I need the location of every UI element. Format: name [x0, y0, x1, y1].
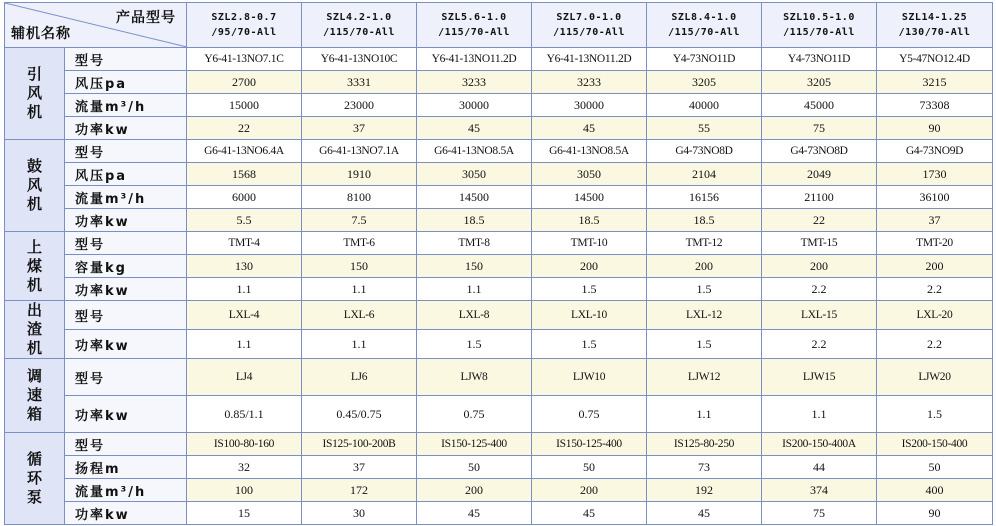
attribute-label: 型号 — [65, 359, 187, 396]
table-cell: G4-73NO9D — [877, 140, 993, 163]
table-cell: 50 — [532, 456, 647, 479]
group-label-cell — [5, 433, 65, 525]
table-cell: G4-73NO8D — [762, 140, 877, 163]
table-cell: 73308 — [877, 94, 993, 117]
model-line-1: SZL2.8-0.7 — [211, 12, 277, 23]
table-cell: 1.1 — [417, 278, 532, 301]
group-label-char: 机 — [26, 275, 42, 294]
group-label-char: 出 — [26, 301, 42, 319]
table-cell: 0.75 — [417, 396, 532, 433]
table-cell: IS200-150-400 — [877, 433, 993, 456]
attribute-label: 功率kw — [65, 502, 187, 525]
table-cell: 7.5 — [302, 209, 417, 232]
attribute-label: 功率kw — [65, 117, 187, 140]
table-cell: TMT-15 — [762, 232, 877, 255]
table-row — [5, 186, 993, 209]
table-row — [5, 278, 993, 301]
table-cell: 3233 — [417, 71, 532, 94]
table-cell: 50 — [877, 456, 993, 479]
table-cell: 23000 — [302, 94, 417, 117]
table-cell: 200 — [762, 255, 877, 278]
table-row — [5, 330, 993, 359]
model-line-1: SZL8.4-1.0 — [671, 12, 737, 23]
attribute-label: 风压pa — [65, 163, 187, 186]
column-header-4 — [532, 3, 647, 48]
table-cell: 0.75 — [532, 396, 647, 433]
table-cell: 14500 — [417, 186, 532, 209]
group-label-char: 煤 — [26, 256, 42, 275]
table-cell: 32 — [187, 456, 302, 479]
attribute-label: 容量kg — [65, 255, 187, 278]
table-cell: 1.1 — [762, 396, 877, 433]
table-cell: 1730 — [877, 163, 993, 186]
attribute-label: 风压pa — [65, 71, 187, 94]
table-cell: 2049 — [762, 163, 877, 186]
table-cell: 37 — [302, 117, 417, 140]
attribute-label: 功率kw — [65, 330, 187, 359]
table-cell: 15000 — [187, 94, 302, 117]
table-cell: 3205 — [762, 71, 877, 94]
header-row — [5, 3, 993, 48]
table-cell: IS150-125-400 — [417, 433, 532, 456]
table-cell: 50 — [417, 456, 532, 479]
table-cell: Y4-73NO11D — [647, 48, 762, 71]
table-cell: TMT-12 — [647, 232, 762, 255]
table-cell: LJW20 — [877, 359, 993, 396]
table-cell: 36100 — [877, 186, 993, 209]
table-cell: 22 — [762, 209, 877, 232]
table-cell: TMT-6 — [302, 232, 417, 255]
model-line-2: /115/70-All — [668, 27, 740, 38]
table-cell: 1.5 — [647, 330, 762, 359]
group-label-char: 风 — [26, 84, 42, 102]
table-cell: 14500 — [532, 186, 647, 209]
table-row — [5, 359, 993, 396]
table-cell: 90 — [877, 502, 993, 525]
model-line-1: SZL14-1.25 — [901, 12, 968, 23]
table-cell: 40000 — [647, 94, 762, 117]
table-cell: 2.2 — [877, 278, 993, 301]
table-row — [5, 117, 993, 140]
table-cell: 200 — [877, 255, 993, 278]
group-label-cell — [5, 359, 65, 433]
group-label-char: 调 — [26, 367, 42, 385]
table-row — [5, 502, 993, 525]
table-row — [5, 94, 993, 117]
table-cell: 3331 — [302, 71, 417, 94]
table-cell: G6-41-13NO8.5A — [417, 140, 532, 163]
table-cell: 75 — [762, 502, 877, 525]
model-line-2: /115/70-All — [783, 27, 855, 38]
table-cell: 45 — [532, 117, 647, 140]
attribute-label: 型号 — [65, 433, 187, 456]
table-cell: 200 — [532, 255, 647, 278]
table-cell: LXL-10 — [532, 301, 647, 330]
group-label-char: 机 — [26, 195, 42, 213]
model-line-2: /115/70-All — [438, 27, 510, 38]
table-cell: LXL-6 — [302, 301, 417, 330]
table-cell: 45 — [647, 502, 762, 525]
table-cell: 16156 — [647, 186, 762, 209]
table-cell: 45 — [417, 502, 532, 525]
table-cell: 21100 — [762, 186, 877, 209]
group-label-char: 引 — [26, 65, 42, 83]
table-cell: LJW15 — [762, 359, 877, 396]
table-cell: 30000 — [417, 94, 532, 117]
table-cell: 150 — [417, 255, 532, 278]
table-cell: 18.5 — [532, 209, 647, 232]
table-cell: 30 — [302, 502, 417, 525]
table-cell: 2.2 — [762, 278, 877, 301]
group-label-char: 环 — [26, 469, 42, 487]
column-header-1 — [187, 3, 302, 48]
group-label-cell — [5, 140, 65, 232]
table-row — [5, 433, 993, 456]
table-row — [5, 163, 993, 186]
table-cell: Y6-41-13NO11.2D — [532, 48, 647, 71]
column-header-6 — [762, 3, 877, 48]
table-cell: 1910 — [302, 163, 417, 186]
table-row — [5, 71, 993, 94]
table-cell: 75 — [762, 117, 877, 140]
table-cell: LJW8 — [417, 359, 532, 396]
group-label-cell — [5, 232, 65, 301]
group-label-char: 速 — [26, 386, 42, 404]
attribute-label: 型号 — [65, 301, 187, 330]
table-cell: G6-41-13NO6.4A — [187, 140, 302, 163]
group-label-char: 鼓 — [26, 157, 42, 175]
table-cell: 1.1 — [647, 396, 762, 433]
table-cell: 374 — [762, 479, 877, 502]
attribute-label: 流量m³/h — [65, 186, 187, 209]
spec-table-container — [4, 2, 992, 524]
table-cell: 130 — [187, 255, 302, 278]
table-cell: LJ6 — [302, 359, 417, 396]
table-cell: Y6-41-13NO7.1C — [187, 48, 302, 71]
table-cell: 5.5 — [187, 209, 302, 232]
attribute-label: 流量m³/h — [65, 479, 187, 502]
group-label-char: 风 — [26, 176, 42, 194]
table-cell: TMT-10 — [532, 232, 647, 255]
column-header-5 — [647, 3, 762, 48]
table-cell: TMT-4 — [187, 232, 302, 255]
table-cell: 30000 — [532, 94, 647, 117]
table-cell: 2.2 — [877, 330, 993, 359]
group-label-char: 循 — [26, 450, 42, 468]
table-cell: 45 — [417, 117, 532, 140]
table-cell: 1.1 — [187, 330, 302, 359]
table-row — [5, 396, 993, 433]
table-cell: 37 — [302, 456, 417, 479]
model-line-2: /95/70-All — [211, 27, 277, 38]
table-cell: 1.1 — [302, 278, 417, 301]
table-cell: 100 — [187, 479, 302, 502]
table-cell: 55 — [647, 117, 762, 140]
table-cell: 1.1 — [187, 278, 302, 301]
attribute-label: 扬程m — [65, 456, 187, 479]
table-cell: 1.5 — [877, 396, 993, 433]
table-cell: 6000 — [187, 186, 302, 209]
table-row — [5, 255, 993, 278]
table-cell: 45000 — [762, 94, 877, 117]
model-line-2: /115/70-All — [323, 27, 395, 38]
table-cell: 150 — [302, 255, 417, 278]
attribute-label: 功率kw — [65, 209, 187, 232]
table-cell: 22 — [187, 117, 302, 140]
table-cell: 3050 — [532, 163, 647, 186]
table-cell: 400 — [877, 479, 993, 502]
table-cell: 3050 — [417, 163, 532, 186]
table-cell: 1.5 — [532, 330, 647, 359]
table-cell: LXL-4 — [187, 301, 302, 330]
table-cell: Y5-47NO12.4D — [877, 48, 993, 71]
attribute-label: 功率kw — [65, 278, 187, 301]
table-cell: Y4-73NO11D — [762, 48, 877, 71]
model-line-1: SZL7.0-1.0 — [556, 12, 622, 23]
table-cell: 45 — [532, 502, 647, 525]
table-cell: 3233 — [532, 71, 647, 94]
table-cell: 37 — [877, 209, 993, 232]
table-cell: IS200-150-400A — [762, 433, 877, 456]
auxiliary-equipment-spec-table — [4, 2, 993, 525]
table-cell: G4-73NO8D — [647, 140, 762, 163]
attribute-label: 型号 — [65, 140, 187, 163]
table-row — [5, 232, 993, 255]
table-cell: LXL-15 — [762, 301, 877, 330]
table-row — [5, 48, 993, 71]
group-label-char: 上 — [26, 237, 42, 256]
table-cell: LJW12 — [647, 359, 762, 396]
table-cell: 18.5 — [417, 209, 532, 232]
table-cell: 1.1 — [302, 330, 417, 359]
table-row — [5, 456, 993, 479]
table-cell: 200 — [647, 255, 762, 278]
table-cell: 90 — [877, 117, 993, 140]
group-label-char: 渣 — [26, 320, 42, 338]
group-label-char: 机 — [26, 339, 42, 357]
table-cell: 3205 — [647, 71, 762, 94]
table-cell: IS125-80-250 — [647, 433, 762, 456]
table-cell: 2104 — [647, 163, 762, 186]
table-cell: LJ4 — [187, 359, 302, 396]
table-cell: 2700 — [187, 71, 302, 94]
table-cell: 200 — [532, 479, 647, 502]
group-label-char: 泵 — [26, 488, 42, 506]
group-label-cell — [5, 301, 65, 359]
table-cell: 1568 — [187, 163, 302, 186]
table-cell: 15 — [187, 502, 302, 525]
header-corner-cell — [5, 3, 187, 48]
table-cell: LXL-8 — [417, 301, 532, 330]
table-cell: 0.85/1.1 — [187, 396, 302, 433]
model-line-2: /130/70-All — [898, 27, 971, 38]
table-row — [5, 301, 993, 330]
table-cell: 44 — [762, 456, 877, 479]
table-cell: TMT-20 — [877, 232, 993, 255]
table-cell: 1.5 — [647, 278, 762, 301]
model-line-1: SZL10.5-1.0 — [783, 12, 855, 23]
attribute-label: 功率kw — [65, 396, 187, 433]
table-cell: 200 — [417, 479, 532, 502]
table-row — [5, 209, 993, 232]
product-model-label: 产品型号 — [116, 10, 176, 26]
group-label-cell — [5, 48, 65, 140]
table-cell: Y6-41-13NO11.2D — [417, 48, 532, 71]
column-header-3 — [417, 3, 532, 48]
table-cell: 1.5 — [417, 330, 532, 359]
table-cell: 172 — [302, 479, 417, 502]
model-line-1: SZL5.6-1.0 — [441, 12, 507, 23]
column-header-2 — [302, 3, 417, 48]
attribute-label: 型号 — [65, 48, 187, 71]
table-cell: 8100 — [302, 186, 417, 209]
table-row — [5, 479, 993, 502]
table-row — [5, 140, 993, 163]
table-cell: IS125-100-200B — [302, 433, 417, 456]
attribute-label: 型号 — [65, 232, 187, 255]
table-cell: G6-41-13NO7.1A — [302, 140, 417, 163]
table-cell: IS100-80-160 — [187, 433, 302, 456]
table-cell: 2.2 — [762, 330, 877, 359]
attribute-label: 流量m³/h — [65, 94, 187, 117]
table-cell: G6-41-13NO8.5A — [532, 140, 647, 163]
group-label-char: 箱 — [26, 405, 42, 423]
table-cell: 3215 — [877, 71, 993, 94]
table-cell: 1.5 — [532, 278, 647, 301]
model-line-2: /115/70-All — [553, 27, 625, 38]
table-cell: LXL-12 — [647, 301, 762, 330]
table-cell: 18.5 — [647, 209, 762, 232]
table-cell: TMT-8 — [417, 232, 532, 255]
column-header-7 — [877, 3, 993, 48]
table-cell: Y6-41-13NO10C — [302, 48, 417, 71]
table-cell: LXL-20 — [877, 301, 993, 330]
table-cell: IS150-125-400 — [532, 433, 647, 456]
group-label-char: 机 — [26, 103, 42, 121]
auxiliary-name-label: 辅机名称 — [11, 26, 71, 42]
table-cell: 73 — [647, 456, 762, 479]
table-cell: 0.45/0.75 — [302, 396, 417, 433]
table-cell: LJW10 — [532, 359, 647, 396]
model-line-1: SZL4.2-1.0 — [326, 12, 392, 23]
table-cell: 192 — [647, 479, 762, 502]
